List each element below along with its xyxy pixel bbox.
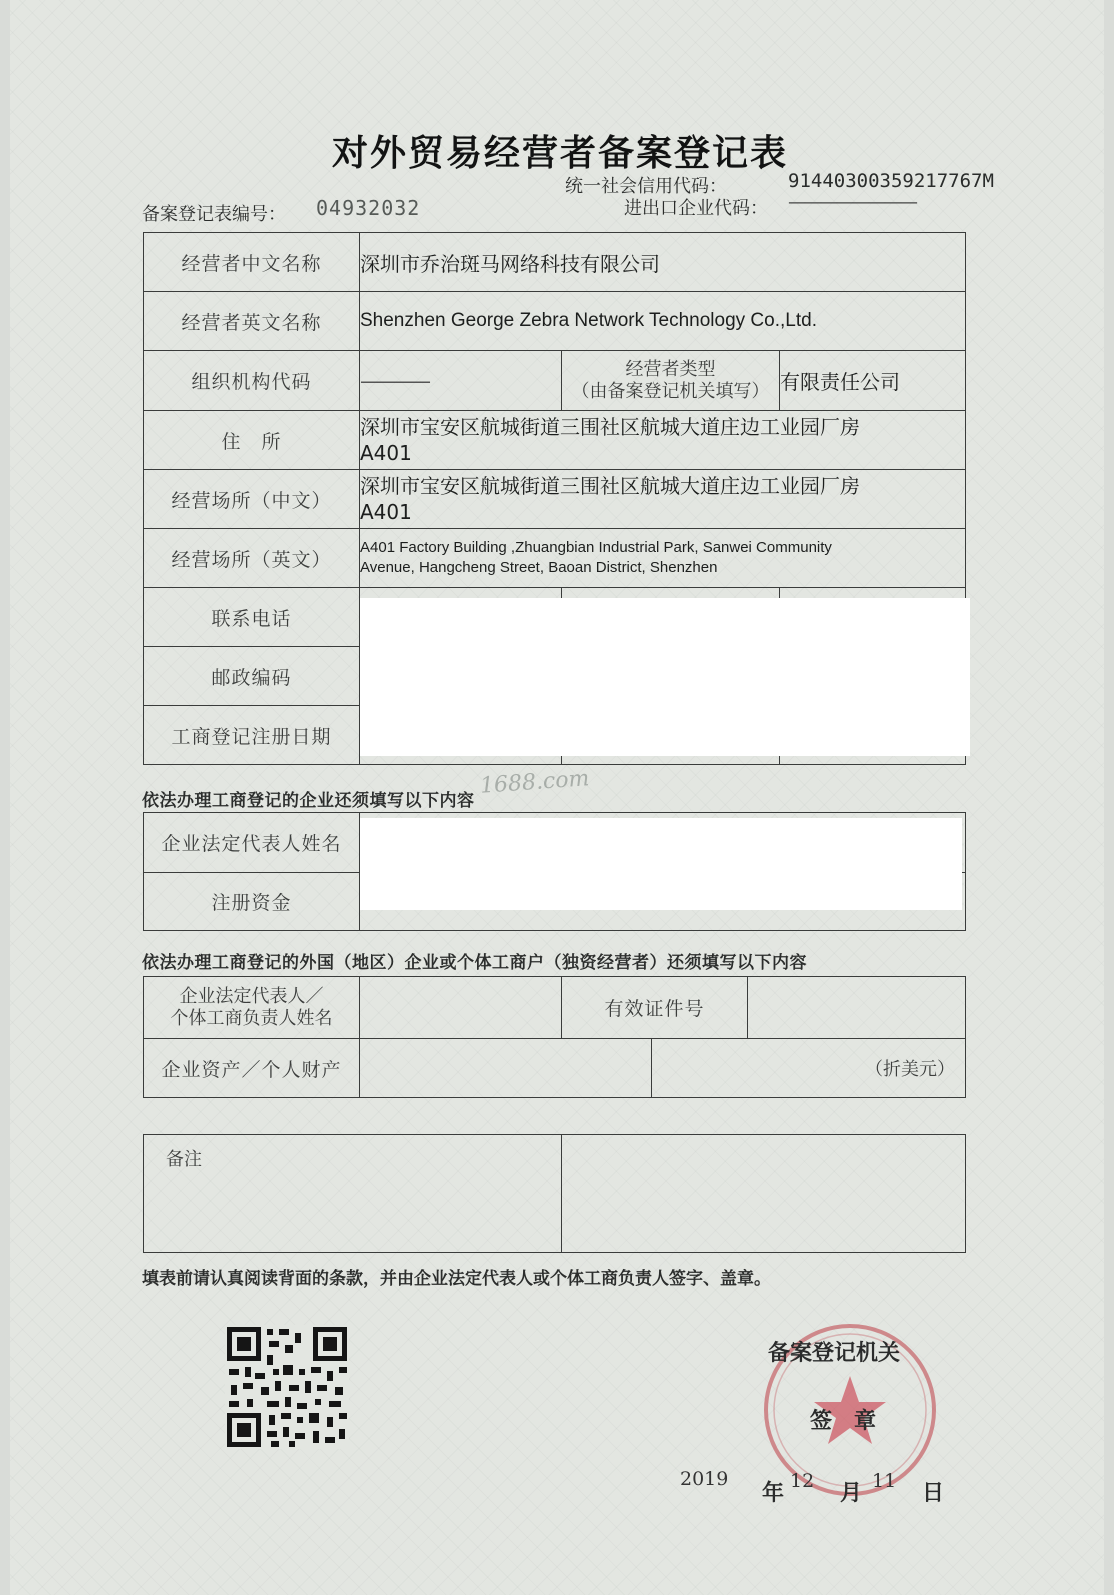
assets-label: 企业资产／个人财产 <box>144 1039 360 1098</box>
redacted-contact-info <box>360 598 970 756</box>
site-en-line2: Avenue, Hangcheng Street, Baoan District, Shenzhen <box>360 559 718 576</box>
reg-no-label: 备案登记表编号： <box>142 204 286 225</box>
cn-name-label: 经营者中文名称 <box>144 233 360 292</box>
address-label: 住 所 <box>144 411 360 470</box>
phone-label: 联系电话 <box>144 588 360 647</box>
remarks-label: 备注 <box>144 1135 562 1253</box>
section1-heading: 依法办理工商登记的企业还须填写以下内容 <box>142 791 475 811</box>
date-day-char: 日 <box>922 1480 945 1506</box>
ie-code-label: 进出口企业代码： <box>624 198 768 219</box>
table-row <box>144 529 966 588</box>
table-row <box>144 1135 966 1253</box>
ie-code-value: ———————— <box>788 192 916 213</box>
credit-code-value: 91440300359217767M <box>788 170 994 192</box>
footer-note: 填表前请认真阅读背面的条款，并由企业法定代表人或个体工商负责人签字、盖章。 <box>142 1269 771 1289</box>
site-cn-line2: A401 <box>360 500 412 524</box>
operator-type-value: 有限责任公司 <box>780 351 966 411</box>
date-month-char: 月 <box>840 1480 863 1506</box>
operator-type-label-line2: （由备案登记机关填写） <box>571 380 770 402</box>
authority-label: 备案登记机关 <box>768 1340 901 1366</box>
en-name-value: Shenzhen George Zebra Network Technology Co.,Ltd. <box>360 292 966 351</box>
date-day: 11 <box>872 1470 897 1492</box>
table-row <box>144 977 966 1039</box>
usd-label: （折美元） <box>652 1039 966 1098</box>
date-year-char: 年 <box>762 1480 785 1506</box>
section2-table <box>143 976 966 1098</box>
org-code-label: 组织机构代码 <box>144 351 360 411</box>
table-row <box>144 470 966 529</box>
site-cn-value <box>360 470 966 529</box>
postal-label: 邮政编码 <box>144 647 360 706</box>
reg-no-value: 04932032 <box>316 196 421 220</box>
address-line1: 深圳市宝安区航城街道三围社区航城大道庄边工业园厂房 <box>360 415 860 439</box>
capital-label: 注册资金 <box>144 873 360 931</box>
site-cn-label: 经营场所（中文） <box>144 470 360 529</box>
site-cn-line1: 深圳市宝安区航城街道三围社区航城大道庄边工业园厂房 <box>360 474 860 498</box>
rep-label-line1: 企业法定代表人／ <box>179 985 324 1007</box>
document-page <box>10 0 1104 1595</box>
id-label: 有效证件号 <box>562 977 748 1039</box>
reg-date-label: 工商登记注册日期 <box>144 706 360 765</box>
operator-type-label <box>562 351 780 411</box>
site-en-label: 经营场所（英文） <box>144 529 360 588</box>
watermark-text: 1688.com <box>479 766 591 799</box>
rep-label-line2: 个体工商负责人姓名 <box>170 1007 333 1029</box>
remarks-table <box>143 1134 966 1253</box>
legal-rep-label: 企业法定代表人姓名 <box>144 813 360 873</box>
site-en-line1: A401 Factory Building ,Zhuangbian Industrial Park, Sanwei Community <box>360 539 832 556</box>
table-row <box>144 351 966 411</box>
org-code-value: ———— <box>360 351 562 411</box>
seal-label: 签 章 <box>810 1408 877 1434</box>
address-value <box>360 411 966 470</box>
operator-type-label-line1: 经营者类型 <box>625 358 716 380</box>
date-month: 12 <box>790 1470 815 1492</box>
qr-code-icon <box>225 1325 349 1449</box>
credit-code-label: 统一社会信用代码： <box>565 176 727 197</box>
document-title: 对外贸易经营者备案登记表 <box>331 132 788 174</box>
cn-name-value: 深圳市乔治斑马网络科技有限公司 <box>360 233 966 292</box>
table-row <box>144 292 966 351</box>
en-name-label: 经营者英文名称 <box>144 292 360 351</box>
rep-label <box>144 977 360 1039</box>
table-row <box>144 233 966 292</box>
date-year: 2019 <box>680 1468 729 1490</box>
section2-heading: 依法办理工商登记的外国（地区）企业或个体工商户（独资经营者）还须填写以下内容 <box>142 953 807 973</box>
table-row <box>144 411 966 470</box>
address-line2: A401 <box>360 441 412 465</box>
redacted-legal-info <box>360 818 962 910</box>
site-en-value <box>360 529 966 588</box>
table-row <box>144 1039 966 1098</box>
